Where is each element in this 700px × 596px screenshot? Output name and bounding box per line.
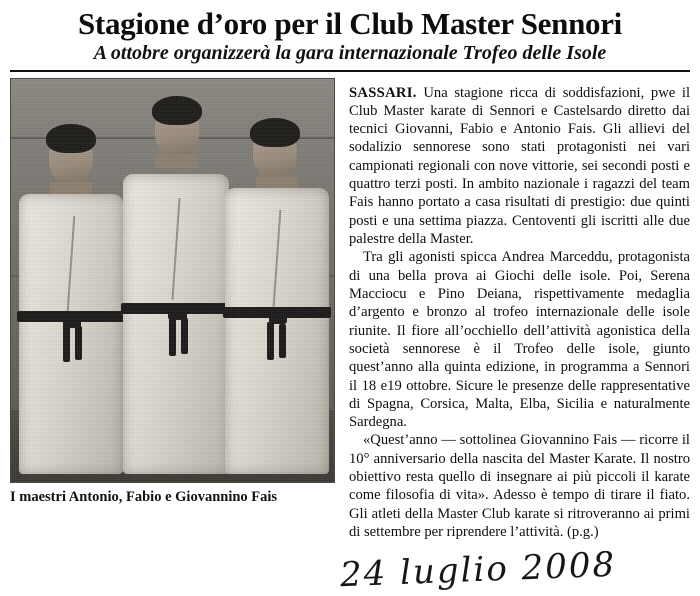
article-photo	[10, 78, 335, 483]
article-subheadline: A ottobre organizzerà la gara internazionale Trofeo delle Isole	[93, 41, 607, 64]
page-title: Stagione d’oro per il Club Master Sennori	[77, 6, 622, 41]
photo-caption: I maestri Antonio, Fabio e Giovannino Fais	[10, 488, 278, 505]
photo-column	[10, 78, 335, 506]
article-paragraph-text: Una stagione ricca di soddisfazioni, pwe il Club Master karate di Sennori e Castelsardo diretto dai tecnici Giovanni, Fabio e Antonio Fais. Gli allievi del sodalizio sennorese sono stati protagonisti nei vari campionati regionali con nove vittorie, sei secondi posti e quattro terzi posti. In ambito nazionale i ragazzi del team Fais hanno portato a casa risultati di prestigio: due quinti posti e una settima piazza. Centoventi gli iscritti alle due palestre della Master.	[349, 84, 690, 248]
photo-grain-overlay	[11, 79, 334, 482]
article-dateline: SASSARI.	[349, 84, 417, 101]
article-paragraph	[349, 84, 690, 249]
handwritten-date-note: 24 luglio 2008	[339, 544, 617, 596]
article-body	[10, 78, 690, 542]
article-text-column	[349, 78, 690, 542]
article-paragraph: Tra gli agonisti spicca Andrea Marceddu, protagonista di una bella prova ai Giochi delle isole. Poi, Serena Macciocu e Pino Deiana, rispettivamente medaglia d’argento e bronzo al trofeo internazionale delle isole riunite. Il fiore all’occhiello dell’attività agonistica della società sennorese è il Trofeo delle isole, giunto quest’anno alla quinta edizione, in programma a Sennori il 18 e19 ottobre. Sicure le presenze delle rappresentative di Spagna, Corsica, Malta, Elba, Sicilia e naturalmente Sardegna.	[349, 249, 690, 431]
article-paragraph: «Quest’anno — sottolinea Giovannino Fais — ricorre il 10° anniversario della nascita del Master Karate. Il nostro obiettivo resta quello di insegnare ai più piccoli il karate come filosofia di vita». Adesso è tempo di tirare il fiato. Gli atleti della Master Club karate si ritroveranno ai primi di settembre per riprendere l’attività. (p.g.)	[349, 432, 690, 541]
header-divider	[10, 70, 690, 72]
